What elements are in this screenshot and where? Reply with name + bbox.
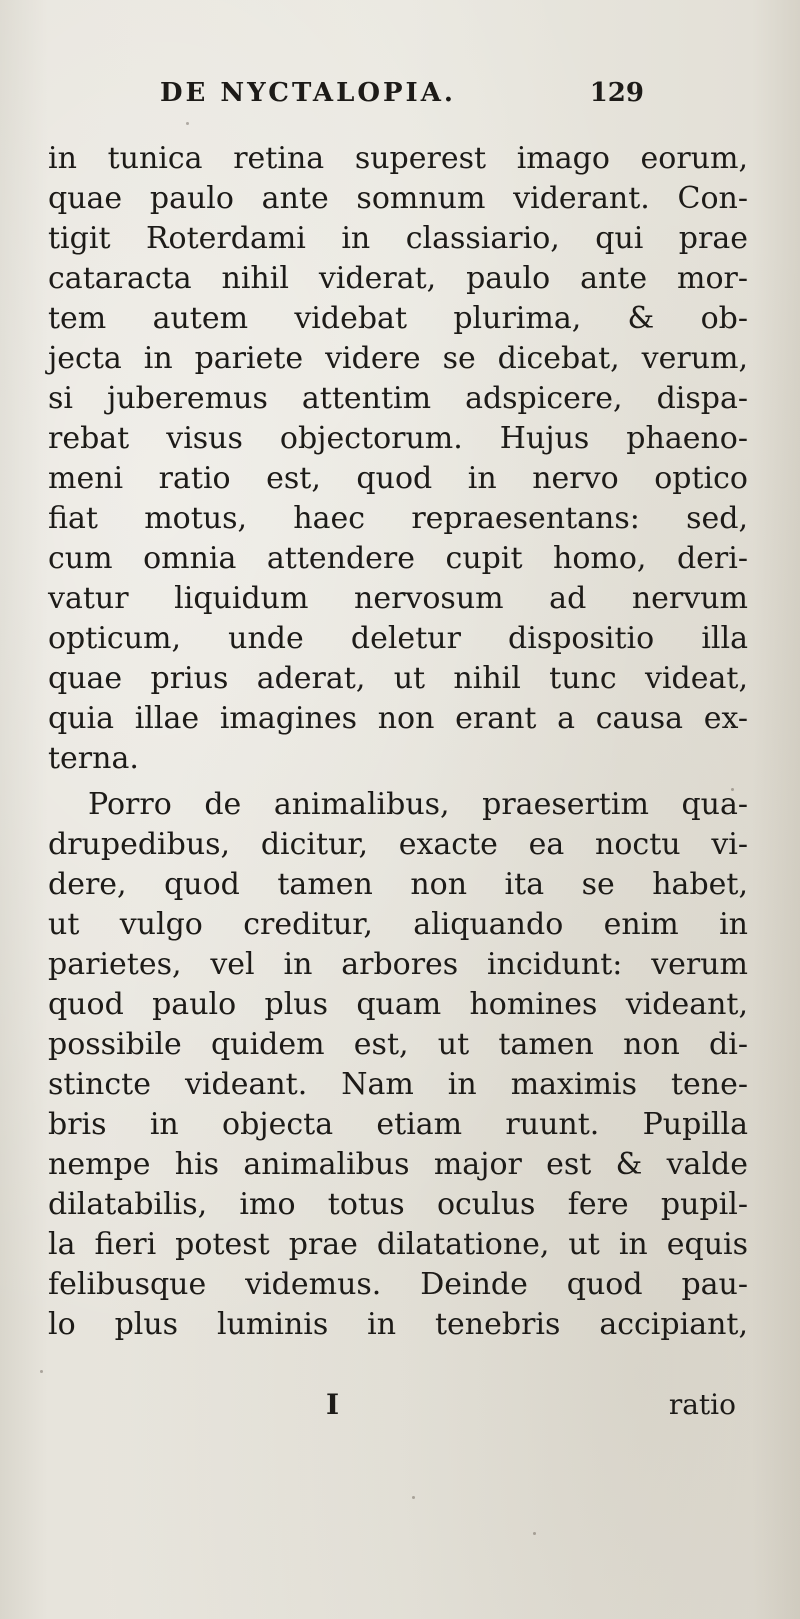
text-line: tigit Roterdami in classiario, qui prae <box>48 221 748 256</box>
text-line: tem autem videbat plurima, & ob- <box>48 301 748 336</box>
paper-speck <box>731 788 734 791</box>
paper-speck <box>412 1496 415 1499</box>
text-line: dere, quod tamen non ita se habet, <box>48 867 748 902</box>
text-line: quia illae imagines non erant a causa ex- <box>48 701 748 736</box>
text-line: si juberemus attentim adspicere, dispa- <box>48 381 748 416</box>
signature-mark: I <box>326 1388 340 1421</box>
page-footer <box>48 1388 748 1428</box>
text-line: in tunica retina superest imago eorum, <box>48 141 748 176</box>
text-line: parietes, vel in arbores incidunt: verum <box>48 947 748 982</box>
text-line: quae paulo ante somnum viderant. Con- <box>48 181 748 216</box>
text-line: nempe his animalibus major est & valde <box>48 1147 748 1182</box>
text-line: terna. <box>48 741 139 776</box>
text-line: drupedibus, dicitur, exacte ea noctu vi- <box>48 827 748 862</box>
text-line: felibusque videmus. Deinde quod pau- <box>48 1267 748 1302</box>
paper-speck <box>186 122 189 125</box>
page-number: 129 <box>589 78 644 108</box>
running-title: DE NYCTALOPIA. <box>160 78 456 108</box>
paper-speck <box>40 1370 43 1373</box>
text-line: ut vulgo creditur, aliquando enim in <box>48 907 748 942</box>
paper-speck <box>533 1532 536 1535</box>
text-line: quae prius aderat, ut nihil tunc videat, <box>48 661 748 696</box>
text-line: possibile quidem est, ut tamen non di- <box>48 1027 748 1062</box>
text-line: cataracta nihil viderat, paulo ante mor- <box>48 261 748 296</box>
text-line: Porro de animalibus, praesertim qua- <box>88 787 748 822</box>
text-line: cum omnia attendere cupit homo, deri- <box>48 541 748 576</box>
text-line: jecta in pariete videre se dicebat, verum, <box>48 341 748 376</box>
page-header <box>160 78 644 114</box>
text-line: dilatabilis, imo totus oculus fere pupil- <box>48 1187 748 1222</box>
text-line: lo plus luminis in tenebris accipiant, <box>48 1307 748 1342</box>
catchword: ratio <box>668 1388 736 1421</box>
text-line: la fieri potest prae dilatatione, ut in equis <box>48 1227 748 1262</box>
text-line: meni ratio est, quod in nervo optico <box>48 461 748 496</box>
text-line: quod paulo plus quam homines videant, <box>48 987 748 1022</box>
text-line: bris in objecta etiam ruunt. Pupilla <box>48 1107 748 1142</box>
text-line: opticum, unde deletur dispositio illa <box>48 621 748 656</box>
text-line: rebat visus objectorum. Hujus phaeno- <box>48 421 748 456</box>
text-line: stincte videant. Nam in maximis tene- <box>48 1067 748 1102</box>
text-line: vatur liquidum nervosum ad nervum <box>48 581 748 616</box>
text-line: fiat motus, haec repraesentans: sed, <box>48 501 748 536</box>
